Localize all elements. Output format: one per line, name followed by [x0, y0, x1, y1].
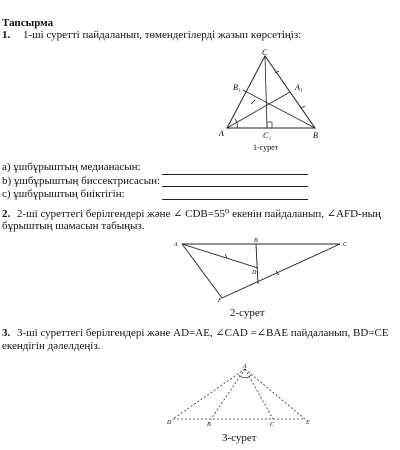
- segment-ad: [173, 369, 245, 419]
- bisector-bb1: [243, 90, 315, 128]
- figure-1-triangle: [215, 48, 335, 146]
- segment-ad: [182, 244, 258, 268]
- page-title: Тапсырма: [2, 17, 54, 29]
- task2-number: 2.: [2, 208, 11, 220]
- point-a-label: A: [174, 242, 178, 248]
- point-b-label: B: [313, 131, 318, 140]
- point-e-label: E: [306, 420, 310, 426]
- point-b-label: B: [254, 238, 258, 244]
- answer-line-median[interactable]: [162, 174, 308, 175]
- task1-item-c: c) ұшбұрыштың биіктігін:: [2, 188, 125, 200]
- task1-item-b: b) ұшбұрыштың биссектрисасын:: [2, 175, 161, 187]
- tick-mark: [301, 106, 305, 108]
- right-angle-mark: [267, 122, 272, 128]
- task1-statement: [2, 29, 301, 42]
- task2-text-line2: бұрыштың шамасын табыңыз.: [2, 220, 145, 232]
- figure-2: [172, 238, 352, 304]
- point-f-label: F: [218, 298, 222, 304]
- point-b-label: B: [207, 422, 211, 427]
- answer-line-bisector[interactable]: [162, 186, 308, 187]
- segment-ab: [211, 369, 245, 419]
- point-c-label: C: [262, 48, 268, 57]
- figure-1-caption: 1-сурет: [253, 143, 279, 152]
- figure-3: [165, 363, 315, 427]
- task1-number: 1.: [2, 29, 11, 41]
- segment-cf: [222, 244, 340, 298]
- task3-number: 3.: [2, 327, 11, 339]
- point-b1-label: B₁: [233, 83, 241, 92]
- point-c-label: C: [270, 422, 275, 427]
- point-c-label: C: [343, 242, 348, 248]
- segment-ae: [245, 369, 305, 419]
- figure-2-caption: 2-сурет: [230, 307, 265, 319]
- point-c1-label: C₁: [263, 131, 272, 140]
- answer-line-altitude[interactable]: [162, 199, 308, 200]
- task3-text-line2: екендігін дәлелдеңіз.: [2, 340, 101, 352]
- task1-item-a: a) ұшбұрыштың медианасын:: [2, 161, 141, 173]
- point-d-label: D: [252, 270, 257, 276]
- figure-3-caption: 3-сурет: [222, 432, 257, 444]
- point-d-label: D: [167, 420, 172, 426]
- task3-text-line1: 3-ші суреттегі берілгендері және AD=AE, ∠CAD =∠BAE пайдаланып, BD=CE: [17, 327, 389, 339]
- point-a-label: A: [219, 129, 224, 138]
- segment-af: [182, 244, 222, 298]
- point-a1-label: A₁: [295, 83, 303, 92]
- task1-text: 1-ші суретті пайдаланып, төмендегілерді жазып көрсетіңіз:: [23, 29, 302, 41]
- triangle-abc: [227, 56, 315, 128]
- task2-text-line1: 2-ші суреттегі берілгендері және ∠ CDB=55⁰ екенін пайдаланып, ∠AFD-ның: [17, 208, 381, 220]
- segment-bd: [256, 244, 258, 284]
- tick-mark: [251, 100, 255, 104]
- altitude-cc1: [265, 56, 267, 128]
- task3-statement-line1: [2, 327, 389, 340]
- point-a-label: A: [243, 364, 247, 370]
